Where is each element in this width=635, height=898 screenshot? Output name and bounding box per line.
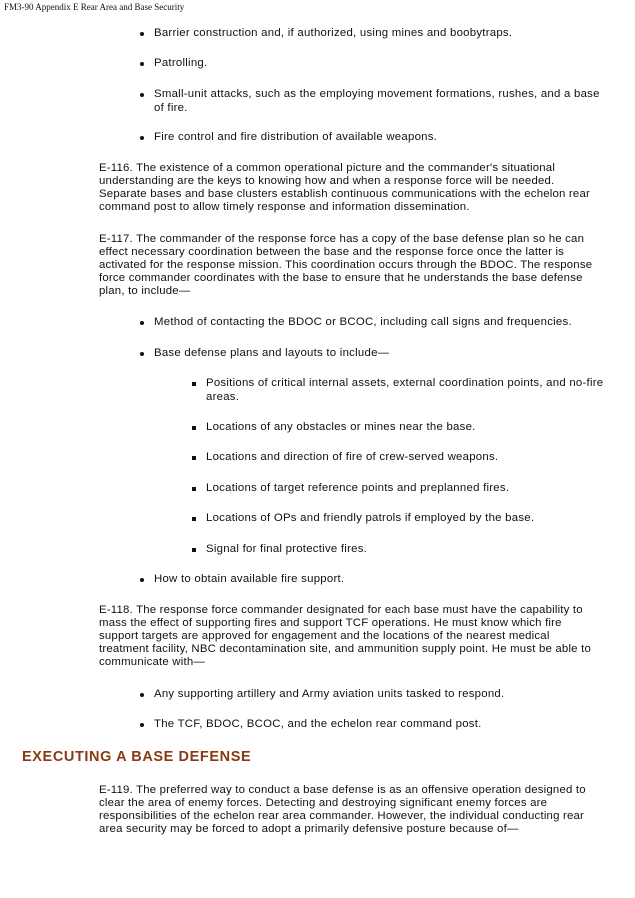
list-item-text: Small-unit attacks, such as the employing movement formations, rushes, and a base of fire. <box>154 88 600 114</box>
list-item-text: Base defense plans and layouts to include— <box>154 347 390 359</box>
list-item-text: Patrolling. <box>154 57 208 69</box>
bullet-square-icon <box>192 382 196 386</box>
list-item <box>154 573 604 587</box>
running-header: FM3-90 Appendix E Rear Area and Base Security <box>4 2 185 12</box>
sub-list-item <box>206 512 611 526</box>
bullet-dot-icon <box>140 62 144 66</box>
sub-list-item-text: Positions of critical internal assets, external coordination points, and no-fire areas. <box>206 377 604 403</box>
bullet-dot-icon <box>140 578 144 582</box>
paragraph-e119: E-119. The preferred way to conduct a base defense is as an offensive operation designed to clear the area of enemy forces. Detecting and destroying significant enemy forces are responsibilities of the echelon rear area commander. However, the individual conducting rear area security may be forced to adopt a primarily defensive posture because of— <box>99 784 586 835</box>
list-item <box>154 88 604 115</box>
list-item <box>154 688 604 702</box>
list-item <box>154 27 604 41</box>
paragraph-e118: E-118. The response force commander designated for each base must have the capability to mass the effect of supporting fires and support TCF operations. He must know which fire support targets are approved for engagement and the locations of the nearest medical treatment facility, NBC decontamination site, and ammunition supply point. He must be able to communicate with— <box>99 604 591 668</box>
bullet-dot-icon <box>140 136 144 140</box>
sub-list-item-text: Locations of target reference points and preplanned fires. <box>206 482 510 494</box>
bullet-dot-icon <box>140 93 144 97</box>
sub-list-item-text: Locations and direction of fire of crew-served weapons. <box>206 451 499 463</box>
bullet-dot-icon <box>140 693 144 697</box>
list-item-text: Barrier construction and, if authorized, using mines and boobytraps. <box>154 27 513 39</box>
bullet-square-icon <box>192 517 196 521</box>
paragraph-e117: E-117. The commander of the response force has a copy of the base defense plan so he can effect necessary coordination between the base and the response force once the latter is activated for the response mission. This coordination occurs through the BDOC. The response force commander coordinates with the base to ensure that he understands the base defense plan, to include— <box>99 233 593 297</box>
sub-list-item <box>206 482 611 496</box>
bullet-dot-icon <box>140 352 144 356</box>
list-item <box>154 57 604 71</box>
list-item <box>154 316 604 330</box>
list-item-text: The TCF, BDOC, BCOC, and the echelon rear command post. <box>154 718 482 730</box>
bullet-dot-icon <box>140 321 144 325</box>
sub-list-item-text: Locations of OPs and friendly patrols if employed by the base. <box>206 512 535 524</box>
paragraph-e116: E-116. The existence of a common operational picture and the commander's situational understanding are the keys to knowing how and when a response force will be needed. Separate bases and base clusters establish continuous communications with the echelon rear command post to allow timely response and information dissemination. <box>99 162 590 213</box>
bullet-dot-icon <box>140 32 144 36</box>
list-item-text: Fire control and fire distribution of available weapons. <box>154 131 438 143</box>
sub-list-item-text: Signal for final protective fires. <box>206 543 368 555</box>
bullet-square-icon <box>192 426 196 430</box>
bullet-dot-icon <box>140 723 144 727</box>
bullet-square-icon <box>192 487 196 491</box>
sub-list-item <box>206 451 611 465</box>
list-item-text: Method of contacting the BDOC or BCOC, including call signs and frequencies. <box>154 316 572 328</box>
sub-list-item <box>206 421 611 435</box>
bullet-square-icon <box>192 548 196 552</box>
list-item <box>154 718 604 732</box>
sub-list-item-text: Locations of any obstacles or mines near the base. <box>206 421 476 433</box>
list-item-text: Any supporting artillery and Army aviation units tasked to respond. <box>154 688 505 700</box>
bullet-square-icon <box>192 456 196 460</box>
list-item <box>154 131 604 145</box>
list-item-text: How to obtain available fire support. <box>154 573 345 585</box>
list-item <box>154 347 604 361</box>
sub-list-item <box>206 543 611 557</box>
section-heading: EXECUTING A BASE DEFENSE <box>22 749 252 765</box>
sub-list-item <box>206 377 611 404</box>
